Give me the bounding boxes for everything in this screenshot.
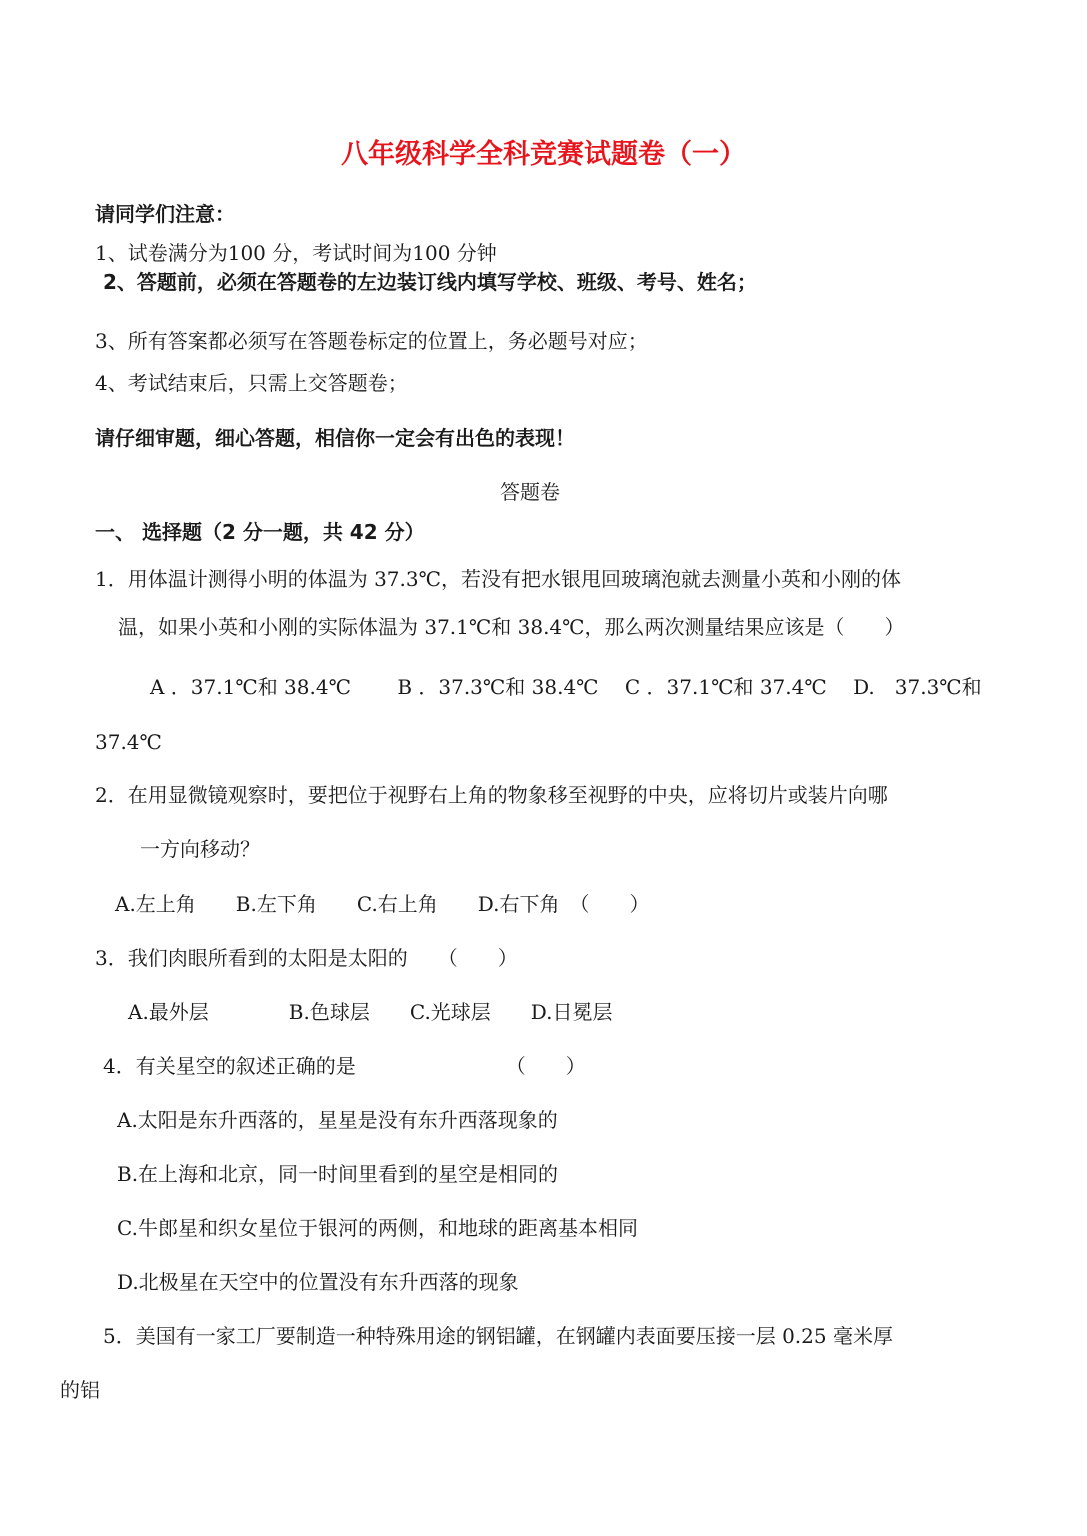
notice-heading: 请同学们注意： <box>95 202 235 226</box>
question-2-line: 一方向移动？ <box>140 837 260 861</box>
question-2-options: A.左上角 B.左下角 C.右上角 D.右下角 （ ） <box>115 892 650 916</box>
question-4-option: A.太阳是东升西落的，星星是没有东升西落现象的 <box>117 1108 558 1132</box>
section-heading: 一、 选择题（2 分一题，共 42 分） <box>95 520 425 544</box>
question-5-line: 的铝 <box>60 1378 100 1402</box>
question-4-option: D.北极星在天空中的位置没有东升西落的现象 <box>117 1270 519 1294</box>
question-2-line: 2．在用显微镜观察时，要把位于视野右上角的物象移至视野的中央，应将切片或装片向哪 <box>95 783 888 807</box>
question-3-line: 3．我们肉眼所看到的太阳是太阳的 （ ） <box>95 946 518 970</box>
question-1-options-wrap: 37.4℃ <box>95 730 162 754</box>
page-title: 八年级科学全科竞赛试题卷（一） <box>341 139 746 170</box>
sheet-label: 答题卷 <box>500 480 560 504</box>
question-1-line: 1．用体温计测得小明的体温为 37.3℃，若没有把水银甩回玻璃泡就去测量小英和小刚的体 <box>95 567 901 591</box>
question-5-line: 5．美国有一家工厂要制造一种特殊用途的钢铝罐，在钢罐内表面要压接一层 0.25 毫米厚 <box>103 1324 893 1348</box>
question-1-line: 温，如果小英和小刚的实际体温为 37.1℃和 38.4℃，那么两次测量结果应该是（ ） <box>118 615 905 639</box>
question-4-option: C.牛郎星和织女星位于银河的两侧，和地球的距离基本相同 <box>117 1216 638 1240</box>
notice-item: 2、答题前，必须在答题卷的左边装订线内填写学校、班级、考号、姓名； <box>103 270 757 294</box>
question-1-options: A ．37.1℃和 38.4℃ B ．37.3℃和 38.4℃ C ．37.1℃和 37.4℃ D. 37.3℃和 <box>150 675 982 699</box>
notice-item: 4、考试结束后，只需上交答题卷； <box>95 371 408 395</box>
notice-item: 3、所有答案都必须写在答题卷标定的位置上，务必题号对应； <box>95 329 648 353</box>
question-4-line: 4．有关星空的叙述正确的是 （ ） <box>103 1054 586 1078</box>
encouragement-text: 请仔细审题，细心答题，相信你一定会有出色的表现！ <box>95 426 575 450</box>
notice-item: 1、试卷满分为100 分，考试时间为100 分钟 <box>95 241 497 265</box>
question-3-options: A.最外层 B.色球层 C.光球层 D.日冕层 <box>128 1000 613 1024</box>
question-4-option: B.在上海和北京，同一时间里看到的星空是相同的 <box>117 1162 559 1186</box>
